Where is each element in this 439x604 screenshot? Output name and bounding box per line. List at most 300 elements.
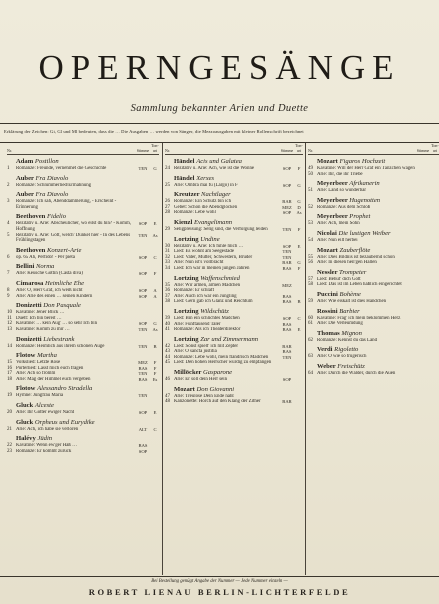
item-title: Romanze: Er schläft xyxy=(174,288,214,294)
composer-name: Flotow xyxy=(16,352,36,360)
composer-name: Mozart xyxy=(174,385,195,393)
composer-entry xyxy=(308,330,439,344)
item-title: Kavatine: Jener Blick … xyxy=(16,310,65,316)
item-title: Romanze: Aus dem Schloß xyxy=(317,204,371,210)
opera-title: Prophet xyxy=(349,213,371,221)
item-number: 54 xyxy=(308,237,313,243)
composer-entry xyxy=(165,158,303,172)
item-title: Seligpreisung: Selig sind, die Verfolgung leiden xyxy=(174,226,268,232)
opera-title: Fra Diavolo xyxy=(35,174,69,182)
item-title: Rezitativ u. Arie: Abscheulicher, wo eilst du hin? - Komm, Hoffnung xyxy=(16,221,131,232)
item-key: As xyxy=(152,232,158,238)
composer-heading xyxy=(7,336,159,344)
item-title: Arie: Ach, mein Sohn xyxy=(317,221,360,227)
item-key: E xyxy=(153,221,157,227)
composer-entry xyxy=(308,363,439,377)
item-voice: SOP xyxy=(138,221,148,227)
composer-entry xyxy=(7,402,159,416)
item-key: As xyxy=(152,326,158,332)
opera-title: Xerxes xyxy=(196,174,215,182)
composer-heading xyxy=(308,230,439,238)
item-title: Lied: Ich war in meinen jungen Jahren xyxy=(174,265,250,271)
composer-entry xyxy=(165,191,303,216)
item-key: F xyxy=(297,226,301,232)
composer-heading xyxy=(7,213,159,221)
list-item xyxy=(308,221,439,227)
item-title: Romanze: Ein Schütz bin ich xyxy=(174,199,232,205)
list-item xyxy=(7,255,159,261)
item-voice: SOP xyxy=(282,182,292,188)
item-voice: BAS xyxy=(282,349,292,355)
item-title: Arie: Treulose Dein Ende naht xyxy=(174,393,234,399)
item-title: Arie: Land so wunderbar xyxy=(317,188,367,194)
opera-title: Mignon xyxy=(341,329,362,337)
item-number: 34 xyxy=(165,265,170,271)
item-title: Rezitativ u. Arie: Gott, welch' Dunkel hier - In des Lebens Frühlingstagen xyxy=(16,232,131,244)
composer-name: Donizetti xyxy=(16,302,42,310)
item-number: 26 xyxy=(165,199,170,205)
item-voice: TEN xyxy=(138,166,148,171)
opera-title: Nachtlager xyxy=(201,191,231,199)
list-item xyxy=(165,210,303,216)
list-item xyxy=(7,344,159,350)
item-number: 32 xyxy=(165,254,170,260)
composer-entry xyxy=(7,385,159,399)
opera-title: Zar und Zimmermann xyxy=(200,335,259,343)
page-subtitle: Sammlung bekannter Arien und Duette xyxy=(130,103,309,114)
item-voice: SOP xyxy=(138,410,148,416)
list-item xyxy=(7,377,159,383)
list-item xyxy=(308,172,439,178)
item-number: 47 xyxy=(165,393,170,399)
item-number: 25 xyxy=(165,182,170,188)
item-number: 3 xyxy=(7,199,10,205)
item-title: Arie: Nun eilt herbei xyxy=(317,237,358,243)
opera-title: Jüdin xyxy=(37,435,53,443)
ordering-note: Bei Bestellung genügt Angabe der Nummer — Jede Nummer einzeln — xyxy=(151,579,288,584)
composer-name: Meyerbeer xyxy=(317,196,348,204)
composer-entry xyxy=(7,213,159,243)
item-voice: BAS xyxy=(282,321,292,327)
opera-title: Undine xyxy=(200,235,220,243)
item-number: 2 xyxy=(7,182,10,188)
item-key: B xyxy=(297,299,301,305)
item-number: 35 xyxy=(165,282,170,288)
opera-title: Konzert-Arie xyxy=(46,246,82,254)
item-title: Arie: O sancta justitia xyxy=(174,349,217,355)
composer-entry xyxy=(308,291,439,305)
composer-heading xyxy=(7,175,159,183)
item-voice: SOP xyxy=(138,293,148,299)
item-title: Arie: Wir armen, armen Mädchen xyxy=(174,282,241,288)
item-number: 48 xyxy=(165,399,170,405)
item-key: E xyxy=(297,327,301,333)
item-key: G xyxy=(153,321,157,327)
page-title: OPERNGESÄNGE xyxy=(38,48,401,87)
composer-name: Lortzing xyxy=(174,235,199,243)
item-number: 24 xyxy=(165,166,170,171)
list-item xyxy=(7,294,159,300)
header-number: Nr. xyxy=(308,148,313,153)
list-item xyxy=(7,271,159,277)
item-title: Arie: Fünftausend Taler xyxy=(174,321,221,327)
item-key: F xyxy=(153,371,157,377)
opera-title: Orpheus und Eurydike xyxy=(34,418,95,426)
composer-entry xyxy=(308,230,439,244)
item-title: Lied: Den hohen Herrscher würdig zu empfangen xyxy=(174,360,272,366)
item-key: G xyxy=(297,182,301,188)
item-number: 22 xyxy=(7,443,12,449)
list-item xyxy=(7,166,159,172)
item-number: 45 xyxy=(165,360,170,366)
composer-heading xyxy=(7,352,159,360)
item-title: Arie: Dies Bildnis ist bezaubernd schön xyxy=(317,254,395,260)
item-title: Gebet: Schon die Abendglocken xyxy=(174,204,238,210)
list-item xyxy=(7,427,159,433)
list-item xyxy=(308,299,439,305)
item-key: E xyxy=(153,410,157,416)
item-title: Arie: Ihr, die ihr Triebe xyxy=(317,171,363,177)
composer-name: Kreutzer xyxy=(174,191,200,199)
item-number: 23 xyxy=(7,448,12,454)
opera-title: Wildschütz xyxy=(200,307,229,315)
item-title: Lied: Das ist im Leben häßlich eingerichtet xyxy=(317,282,402,288)
composer-name: Gluck xyxy=(16,418,34,426)
composer-name: Verdi xyxy=(317,346,333,354)
table-bottom-rule xyxy=(0,576,439,577)
item-number: 18 xyxy=(7,376,12,382)
list-item xyxy=(7,410,159,416)
item-title: Romanze: Freunde, vernehmet die Geschichte xyxy=(16,166,107,171)
list-item xyxy=(165,183,303,189)
item-voice: MEZ xyxy=(138,360,148,366)
composer-entry xyxy=(7,336,159,350)
item-voice: BAS xyxy=(282,293,292,299)
item-key: F xyxy=(153,360,157,366)
opera-title: Afrikanerin xyxy=(349,180,380,188)
composer-name: Meyerbeer xyxy=(317,180,348,188)
composer-heading xyxy=(165,158,303,166)
item-title: Romanze: Als ich Theaterdirektor xyxy=(174,327,241,333)
composer-entry xyxy=(165,386,303,405)
composer-name: Millöcker xyxy=(174,369,202,377)
list-item xyxy=(308,188,439,194)
item-number: 37 xyxy=(165,293,170,299)
composer-entry xyxy=(7,158,159,172)
composer-name: Lortzing xyxy=(174,274,199,282)
composer-name: Lortzing xyxy=(174,307,199,315)
item-number: 56 xyxy=(308,260,313,266)
item-number: 36 xyxy=(165,288,170,294)
composer-entry xyxy=(7,175,159,189)
item-number: 53 xyxy=(308,221,313,227)
opera-title: Rigoletto xyxy=(334,346,359,354)
opera-title: Don Pasquale xyxy=(43,302,81,310)
composer-heading xyxy=(308,213,439,221)
composer-entry xyxy=(308,247,439,266)
item-key: F xyxy=(153,365,157,371)
item-number: 57 xyxy=(308,276,313,282)
opera-title: Don Giovanni xyxy=(196,385,235,393)
opera-title: Waffenschmied xyxy=(200,274,240,282)
item-title: Lied: Bin ein schlichtes Mädchen xyxy=(174,315,240,321)
composer-heading xyxy=(7,435,159,443)
list-item xyxy=(165,266,303,272)
header-voice: Stimme xyxy=(136,148,150,153)
item-title: Kavatine: Wenn ew'ger Haß … xyxy=(16,443,77,449)
catalog-column-2 xyxy=(165,143,303,575)
composer-heading xyxy=(165,386,303,394)
composer-entry xyxy=(7,435,159,454)
item-voice: SOP xyxy=(138,448,148,454)
item-number: 52 xyxy=(308,204,313,210)
item-title: Arie: Keusche Göttin (Casta diva) xyxy=(16,271,83,277)
list-item xyxy=(308,321,439,327)
column-divider xyxy=(162,143,163,575)
composer-name: Thomas xyxy=(317,329,340,337)
composer-heading xyxy=(165,191,303,199)
item-number: 38 xyxy=(165,299,170,305)
item-number: 39 xyxy=(165,315,170,321)
composer-name: Auber xyxy=(16,191,34,199)
composer-entry xyxy=(308,158,439,177)
item-title: Romanze: Lebe wohl, mein flandrisch Mädchen xyxy=(174,354,269,360)
item-key: As xyxy=(296,210,302,216)
composer-heading xyxy=(165,219,303,227)
item-number: 28 xyxy=(165,210,170,216)
header-number: Nr. xyxy=(7,148,12,153)
item-number: 12 xyxy=(7,321,12,327)
item-number: 1 xyxy=(7,166,10,171)
composer-name: Adam xyxy=(16,158,34,165)
item-title: Romanze: Heimlich aus ihrem schönen Auge xyxy=(16,343,105,349)
item-key: C xyxy=(297,315,301,321)
item-title: Arie: Ach, ich habe sie verloren xyxy=(16,426,79,432)
item-title: Arie: Ombra mai fu (Largo) in F xyxy=(174,182,238,188)
composer-name: Nessler xyxy=(317,268,338,276)
header-number: Nr. xyxy=(165,148,170,153)
item-title: Volkslied: Letzte Rose xyxy=(16,360,61,366)
composer-entry xyxy=(308,308,439,327)
item-key: D xyxy=(297,204,301,210)
item-voice: BAS xyxy=(282,299,292,305)
item-number: 41 xyxy=(165,327,170,333)
item-voice: SOP xyxy=(282,243,292,249)
item-title: Arie: Durch die Wälder, durch die Auen xyxy=(317,370,396,376)
item-number: 46 xyxy=(165,377,170,383)
item-voice: BAS xyxy=(138,443,148,449)
list-item xyxy=(308,354,439,360)
composer-name: Cimarosa xyxy=(16,279,44,287)
header-voice: Stimme xyxy=(416,148,430,153)
item-number: 40 xyxy=(165,321,170,327)
list-item xyxy=(7,449,159,455)
item-number: 30 xyxy=(165,243,170,249)
opera-title: Liebestrank xyxy=(43,335,75,343)
list-item xyxy=(7,393,159,399)
list-item xyxy=(7,183,159,189)
item-title: Arie: Ach so fromm xyxy=(16,371,56,377)
item-voice: BAS xyxy=(282,265,292,271)
item-key: E xyxy=(297,243,301,249)
item-voice: BAS xyxy=(282,327,292,333)
composer-name: Auber xyxy=(16,174,34,182)
item-voice: TEN xyxy=(138,232,148,238)
item-title: Arie: Arie des einen … seinen Kindern xyxy=(16,293,93,299)
list-item xyxy=(165,377,303,383)
composer-entry xyxy=(308,197,439,211)
opera-title: Alessandro Stradella xyxy=(37,385,93,393)
publisher-imprint: ROBERT LIENAU BERLIN-LICHTERFELDE xyxy=(88,587,351,597)
composer-entry xyxy=(165,308,303,333)
catalog-column-1 xyxy=(7,143,159,575)
item-number: 19 xyxy=(7,393,12,399)
item-voice: TEN xyxy=(138,371,148,377)
item-number: 42 xyxy=(165,343,170,349)
item-title: Lied: Gern gab ich Glanz und Reichtum xyxy=(174,299,253,305)
list-item xyxy=(165,299,303,305)
item-number: 59 xyxy=(308,298,313,304)
composer-entry xyxy=(7,419,159,433)
composer-heading xyxy=(308,308,439,316)
item-number: 11 xyxy=(7,315,12,321)
list-item xyxy=(165,166,303,172)
item-title: Lied: Sonst spielt' ich mit Zepter xyxy=(174,343,239,349)
item-number: 13 xyxy=(7,326,12,332)
composer-heading xyxy=(165,336,303,344)
item-title: Romanze: Ich sah, Abenddämmerung, - Erscheint - Erinnerung xyxy=(16,199,117,210)
item-title: op. 65 Ah, Perfido! - Per pietà xyxy=(16,254,75,260)
item-voice: TEN xyxy=(138,343,148,349)
composer-name: Kienzl xyxy=(174,218,193,226)
opera-title: Alceste xyxy=(34,402,54,410)
item-number: 55 xyxy=(308,254,313,260)
composer-name: Weber xyxy=(317,362,336,370)
composer-heading xyxy=(7,191,159,199)
composer-heading xyxy=(165,369,303,377)
item-voice: BAS xyxy=(138,376,148,382)
composer-heading xyxy=(165,308,303,316)
composer-entry xyxy=(7,263,159,277)
item-key: B xyxy=(153,343,157,349)
item-key: G xyxy=(297,260,301,266)
item-key: F xyxy=(297,166,301,171)
item-number: 17 xyxy=(7,371,12,377)
item-voice: MEZ xyxy=(282,204,292,210)
item-title: Hymne: Jungfrau Maria xyxy=(16,393,63,399)
opera-title: Norma xyxy=(35,263,55,271)
item-title: Arie: Ihr Götter ewiger Nacht xyxy=(16,410,75,416)
composer-heading xyxy=(7,158,159,166)
item-voice: SOP xyxy=(138,321,148,327)
composer-name: Händel xyxy=(174,174,195,182)
item-number: 64 xyxy=(308,370,313,376)
composer-heading xyxy=(7,419,159,427)
item-title: Arie: Die Verleumdung xyxy=(317,321,363,327)
item-voice: BAR xyxy=(282,399,292,405)
item-key: Es xyxy=(152,376,158,382)
opera-title: Fra Diavolo xyxy=(35,191,69,199)
item-number: 62 xyxy=(308,337,313,343)
list-item xyxy=(165,227,303,233)
item-title: Lied: Vater, Mutter, Schwestern, Brüder xyxy=(174,254,253,260)
opera-title: Martha xyxy=(37,352,57,360)
item-voice: SOP xyxy=(138,271,148,277)
composer-heading xyxy=(308,247,439,255)
opera-title: Heimliche Ehe xyxy=(45,279,85,287)
composer-entry xyxy=(7,302,159,332)
item-number: 6 xyxy=(7,254,10,260)
composer-entry xyxy=(7,247,159,261)
list-item xyxy=(7,233,159,244)
composer-heading xyxy=(308,330,439,338)
item-number: 4 xyxy=(7,221,10,227)
item-number: 8 xyxy=(7,287,10,293)
composer-name: Meyerbeer xyxy=(317,213,348,221)
item-number: 21 xyxy=(7,426,12,432)
item-number: 43 xyxy=(165,349,170,355)
item-number: 10 xyxy=(7,310,12,316)
composer-entry xyxy=(165,175,303,189)
column-header xyxy=(7,143,159,155)
item-title: Arie: Wie eiskalt ist dies Händchen xyxy=(317,298,387,304)
item-number: 58 xyxy=(308,282,313,288)
opera-title: Gasparone xyxy=(203,369,233,377)
item-title: Kavatine: … kein Aug' … so sehr Ich bin xyxy=(16,321,98,327)
composer-heading xyxy=(7,247,159,255)
composer-heading xyxy=(308,346,439,354)
composer-name: Puccini xyxy=(317,290,338,298)
item-title: Rezitativ u. Arie: Ach, wie ist die Wonne xyxy=(174,166,255,171)
list-item xyxy=(7,199,159,210)
opera-title: Trompeter xyxy=(339,268,367,276)
item-title: Lied: Es wohnt am Seegestade xyxy=(174,249,235,255)
list-item xyxy=(308,238,439,244)
composer-heading xyxy=(165,236,303,244)
composer-name: Händel xyxy=(174,158,195,165)
composer-name: Donizetti xyxy=(16,335,42,343)
item-key: A xyxy=(153,287,157,293)
opera-title: Acis und Galatea xyxy=(196,158,242,165)
catalog-column-3 xyxy=(308,143,439,575)
composer-name: Nicolai xyxy=(317,229,337,237)
composer-entry xyxy=(165,369,303,383)
header-voice: Stimme xyxy=(280,148,294,153)
list-item xyxy=(308,371,439,377)
item-number: 50 xyxy=(308,171,313,177)
item-key: G xyxy=(153,166,157,171)
item-number: 63 xyxy=(308,354,313,360)
list-item xyxy=(308,282,439,288)
composer-name: Gluck xyxy=(16,402,34,410)
composer-heading xyxy=(7,302,159,310)
top-rule xyxy=(0,123,439,124)
composer-entry xyxy=(165,275,303,305)
opera-title: Die lustigen Weiber xyxy=(338,229,391,237)
item-number: 9 xyxy=(7,293,10,299)
item-title: Romanze: Er kommt zurück xyxy=(16,448,72,454)
item-title: Romanze: Kennst du das Land xyxy=(317,337,378,343)
composer-name: Bellini xyxy=(16,263,35,271)
composer-entry xyxy=(7,191,159,210)
composer-name: Mozart xyxy=(317,158,338,165)
column-divider xyxy=(305,143,306,575)
item-title: Arie: Auch ich war ein Jüngling xyxy=(174,293,237,299)
item-voice: SOP xyxy=(138,254,148,260)
composer-entry xyxy=(165,219,303,233)
item-title: Kavatine: Frag' ich mein beklommen Herz xyxy=(317,315,401,321)
header-key: Ton-art xyxy=(151,143,159,153)
